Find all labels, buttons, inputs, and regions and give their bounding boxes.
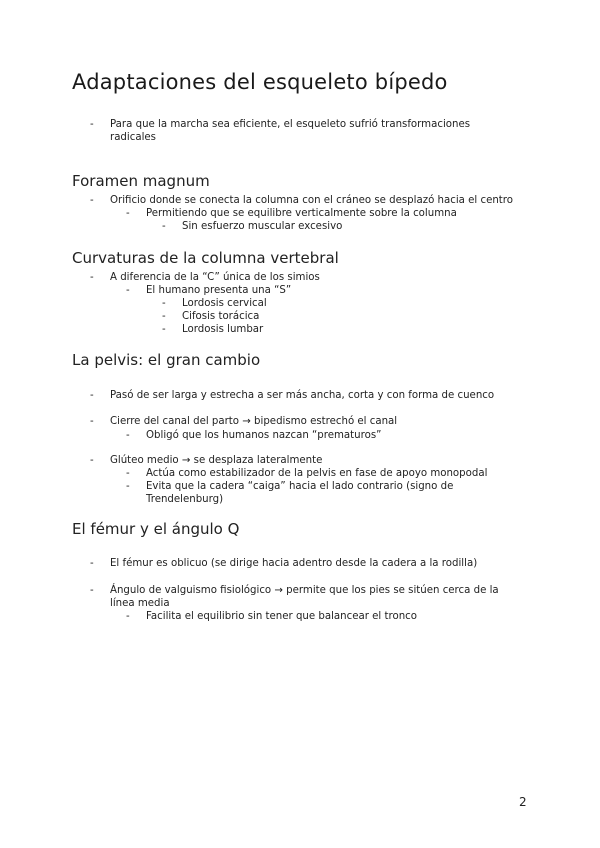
- list-item: [90, 454, 323, 467]
- list-item-text: Permitiendo que se equilibre verticalmente sobre la columna: [146, 208, 457, 219]
- list-item-text: radicales: [110, 132, 156, 143]
- bullet-dash: -: [162, 221, 166, 232]
- bullet-dash: -: [90, 455, 94, 466]
- list-item: [162, 323, 264, 336]
- section-heading-foramen: Foramen magnum: [72, 172, 210, 190]
- list-item: [90, 194, 514, 207]
- list-item-text: Para que la marcha sea eficiente, el esqueleto sufrió transformaciones: [110, 119, 471, 130]
- list-item: [90, 415, 398, 428]
- bullet-dash: -: [126, 208, 130, 219]
- list-item: [126, 284, 292, 297]
- list-item-text: Orificio donde se conecta la columna con el cráneo se desplazó hacia el centro: [110, 195, 514, 206]
- list-item-continuation: [146, 493, 223, 506]
- bullet-dash: -: [90, 390, 94, 401]
- list-item: [126, 467, 488, 480]
- list-item-intro: [90, 118, 471, 131]
- list-item-text: El humano presenta una “S”: [146, 285, 292, 296]
- bullet-dash: -: [126, 481, 130, 492]
- list-item: [162, 220, 343, 233]
- bullet-dash: -: [162, 298, 166, 309]
- bullet-dash: -: [90, 558, 94, 569]
- list-item: [162, 310, 260, 323]
- list-item: [126, 429, 382, 442]
- list-item: [126, 207, 457, 220]
- list-item: [90, 557, 478, 570]
- list-item-continuation: [110, 597, 170, 610]
- list-item-text: Lordosis lumbar: [182, 324, 264, 335]
- list-item-continuation: [110, 131, 156, 144]
- bullet-dash: -: [126, 430, 130, 441]
- list-item-text: Actúa como estabilizador de la pelvis en fase de apoyo monopodal: [146, 468, 488, 479]
- list-item-text: Trendelenburg): [146, 494, 224, 505]
- list-item-text: El fémur es oblicuo (se dirige hacia adentro desde la cadera a la rodilla): [110, 558, 478, 569]
- bullet-dash: -: [162, 311, 166, 322]
- bullet-dash: -: [162, 324, 166, 335]
- bullet-dash: -: [126, 285, 130, 296]
- list-item-text: A diferencia de la “C” única de los simios: [110, 272, 320, 283]
- list-item: [126, 610, 417, 623]
- list-item: [90, 389, 495, 402]
- list-item: [162, 297, 267, 310]
- list-item: [126, 480, 454, 493]
- page-number: 2: [519, 795, 527, 809]
- list-item-text: Ángulo de valguismo fisiológico → permite que los pies se sitúen cerca de la: [110, 585, 499, 596]
- bullet-dash: -: [90, 119, 94, 130]
- list-item-text: Pasó de ser larga y estrecha a ser más ancha, corta y con forma de cuenco: [110, 390, 495, 401]
- list-item-text: Glúteo medio → se desplaza lateralmente: [110, 455, 323, 466]
- bullet-dash: -: [126, 468, 130, 479]
- list-item: [90, 271, 320, 284]
- list-item-text: Obligó que los humanos nazcan “prematuros”: [146, 430, 382, 441]
- list-item-text: línea media: [110, 598, 170, 609]
- page-title: Adaptaciones del esqueleto bípedo: [72, 70, 448, 94]
- section-heading-femur: El fémur y el ángulo Q: [72, 520, 240, 538]
- bullet-dash: -: [90, 272, 94, 283]
- section-heading-pelvis: La pelvis: el gran cambio: [72, 351, 261, 369]
- bullet-dash: -: [126, 611, 130, 622]
- list-item-text: Sin esfuerzo muscular excesivo: [182, 221, 343, 232]
- list-item: [90, 584, 499, 597]
- list-item-text: Evita que la cadera “caiga” hacia el lado contrario (signo de: [146, 481, 454, 492]
- list-item-text: Lordosis cervical: [182, 298, 267, 309]
- list-item-text: Facilita el equilibrio sin tener que balancear el tronco: [146, 611, 417, 622]
- list-item-text: Cifosis torácica: [182, 311, 260, 322]
- bullet-dash: -: [90, 195, 94, 206]
- bullet-dash: -: [90, 416, 94, 427]
- section-heading-curvaturas: Curvaturas de la columna vertebral: [72, 249, 339, 267]
- list-item-text: Cierre del canal del parto → bipedismo estrechó el canal: [110, 416, 398, 427]
- bullet-dash: -: [90, 585, 94, 596]
